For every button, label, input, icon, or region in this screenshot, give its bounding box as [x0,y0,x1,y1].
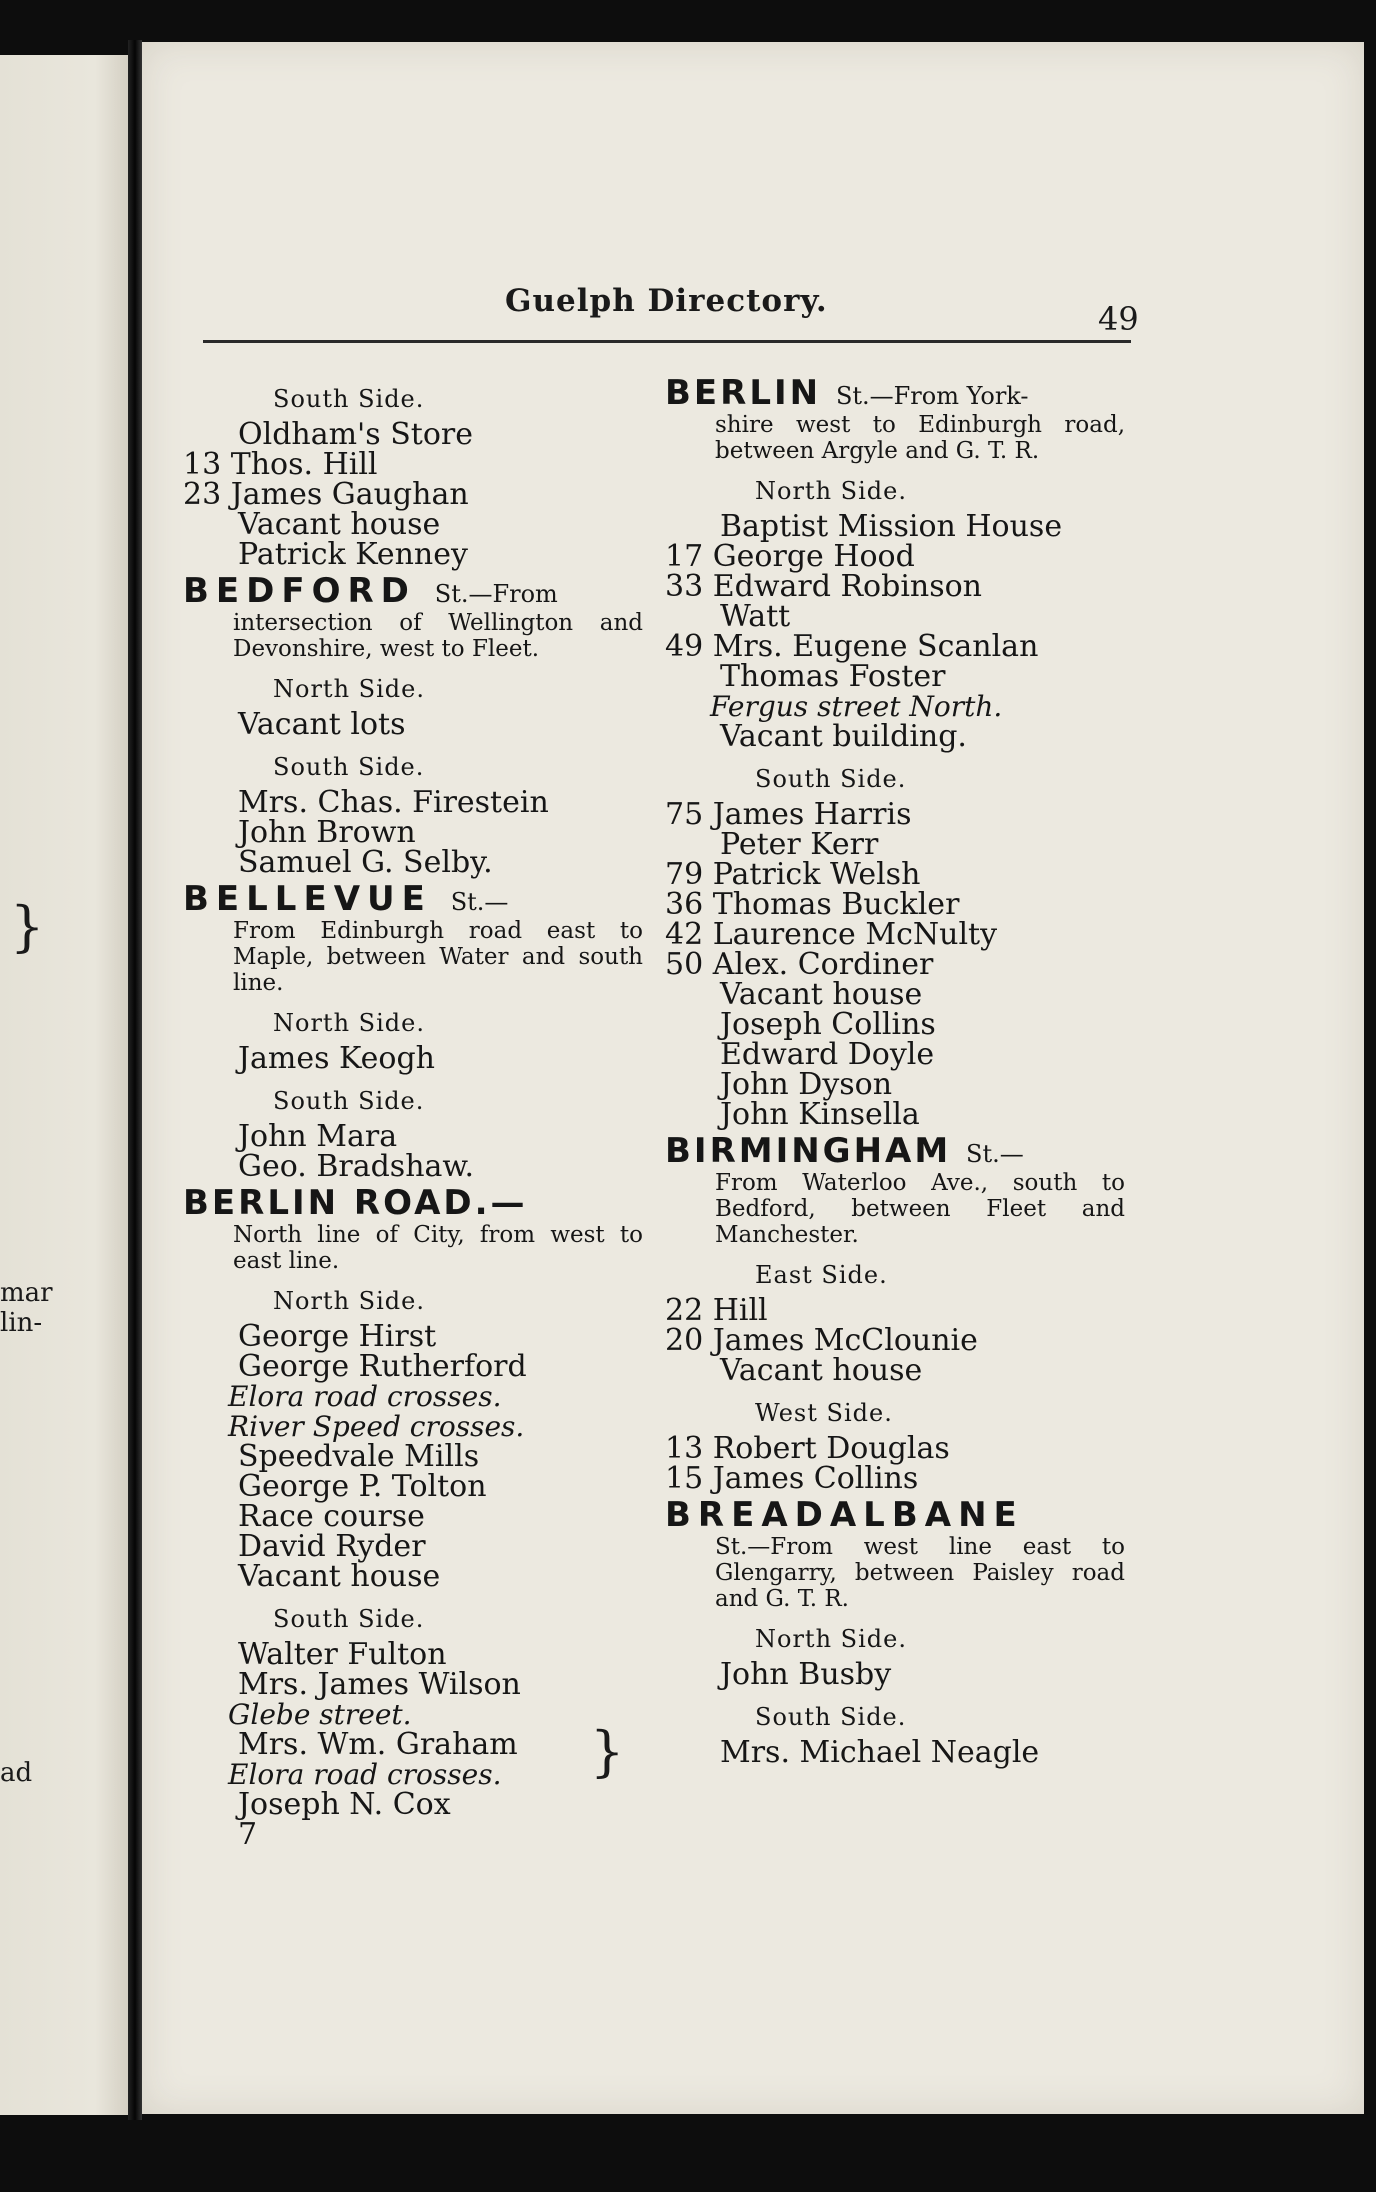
entry: 23 James Gaughan [183,477,469,512]
entry: Watt [720,599,791,634]
entry: 22 Hill [665,1293,768,1328]
street-name: BIRMINGHAM [665,1131,952,1171]
entry: 20 James McClounie [665,1323,978,1358]
page-title: Guelph Directory. [505,283,828,319]
entry: 49 Mrs. Eugene Scanlan [665,629,1039,664]
cross-street-note: Elora road crosses. [228,1380,502,1413]
entry: 33 Edward Robinson [665,569,983,604]
entry: Vacant house [238,507,441,542]
side-heading: South Side. [755,765,907,793]
street-description: shire west to Edinburgh road, between Argyle and G. T. R. [715,412,1125,464]
street-suffix: St.— [450,888,509,916]
entry: 15 James Collins [665,1461,919,1496]
side-heading: North Side. [273,1009,425,1037]
cross-street-note: River Speed crosses. [228,1410,525,1443]
cross-street-note: Fergus street North. [710,690,1003,723]
entry: George Hirst [238,1319,437,1354]
side-heading: South Side. [755,1703,907,1731]
entry: Race course [238,1499,425,1534]
side-heading: West Side. [755,1399,893,1427]
side-heading: South Side. [273,1087,425,1115]
page-number: 49 [1098,300,1139,338]
entry: Peter Kerr [720,827,879,862]
entry: Joseph Collins [720,1007,936,1042]
entry: John Dyson [720,1067,893,1102]
entry: Oldham's Store [238,417,473,452]
entry: Mrs. Michael Neagle [720,1735,1040,1770]
entry: Mrs. Wm. Graham [238,1727,518,1762]
cross-street-note: Glebe street. [228,1698,412,1731]
entry: Baptist Mission House [720,509,1063,544]
side-heading: South Side. [273,753,425,781]
side-heading: South Side. [273,385,425,413]
entry: 36 Thomas Buckler [665,887,960,922]
left-column [183,372,643,1850]
entry: John Kinsella [720,1097,920,1132]
entry: Speedvale Mills [238,1439,480,1474]
entry: 79 Patrick Welsh [665,857,921,892]
entry: Joseph N. Cox [238,1787,451,1822]
entry: 13 Robert Douglas [665,1431,950,1466]
entry: Vacant building. [720,719,967,754]
right-column [665,372,1125,1768]
cross-street-note: Elora road crosses. [228,1758,502,1791]
book-gutter [128,40,142,2120]
side-heading: East Side. [755,1261,888,1289]
entry: David Ryder [238,1529,426,1564]
entry: Vacant lots [238,707,406,742]
street-heading-berlin [665,373,1125,413]
street-heading-birmingham [665,1131,1125,1171]
entry: Mrs. James Wilson [238,1667,521,1702]
signature-mark: 7 [238,1817,258,1852]
side-heading: North Side. [755,477,907,505]
entry: Samuel G. Selby. [238,845,493,880]
entry: Geo. Bradshaw. [238,1149,475,1184]
entry: George Rutherford [238,1349,527,1384]
entry: Walter Fulton [238,1637,447,1672]
left-margin-fragment-lin: lin- [0,1308,43,1338]
street-heading-bellevue [183,879,643,919]
left-margin-fragment-mar: mar [0,1278,53,1308]
entry: Thomas Foster [720,659,946,694]
street-name: BEDFORD [183,571,416,611]
entry: Patrick Kenney [238,537,468,572]
entry: 50 Alex. Cordiner [665,947,934,982]
side-heading: North Side. [273,1287,425,1315]
entry: 42 Laurence McNulty [665,917,998,952]
street-description: intersection of Wellington and Devonshire, west to Fleet. [233,610,643,662]
street-name: BELLEVUE [183,879,432,919]
street-description: North line of City, from west to east line. [233,1222,643,1274]
grouping-brace: } [590,1720,625,1783]
entry: 75 James Harris [665,797,912,832]
entry: Vacant house [720,1353,923,1388]
side-heading: North Side. [273,675,425,703]
entry: Edward Doyle [720,1037,935,1072]
entry: Mrs. Chas. Firestein [238,785,549,820]
entry: 17 George Hood [665,539,915,574]
entry: John Busby [720,1657,892,1692]
street-description: From Edinburgh road east to Maple, between Water and south line. [233,918,643,996]
left-page-edge [0,55,136,2115]
entry: 13 Thos. Hill [183,447,378,482]
street-name: BERLIN [665,373,822,413]
entry: Vacant house [720,977,923,1012]
street-heading-bedford [183,571,643,611]
entry: John Brown [238,815,416,850]
street-suffix: St.—From York- [835,382,1029,410]
street-suffix: St.—From [434,580,558,608]
entry: Vacant house [238,1559,441,1594]
entry: George P. Tolton [238,1469,487,1504]
side-heading: North Side. [755,1625,907,1653]
street-description: St.—From west line east to Glengarry, between Paisley road and G. T. R. [715,1534,1125,1612]
street-heading-breadalbane: BREADALBANE [665,1495,1024,1535]
side-heading: South Side. [273,1605,425,1633]
left-margin-brace: } [10,895,45,958]
street-heading-berlin-road: BERLIN ROAD.— [183,1183,528,1223]
street-suffix: St.— [966,1140,1024,1168]
entry: John Mara [238,1119,398,1154]
left-margin-fragment-ad: ad [0,1758,33,1788]
entry: James Keogh [238,1041,435,1076]
header-rule [203,340,1131,343]
street-description: From Waterloo Ave., south to Bedford, between Fleet and Manchester. [715,1170,1125,1248]
